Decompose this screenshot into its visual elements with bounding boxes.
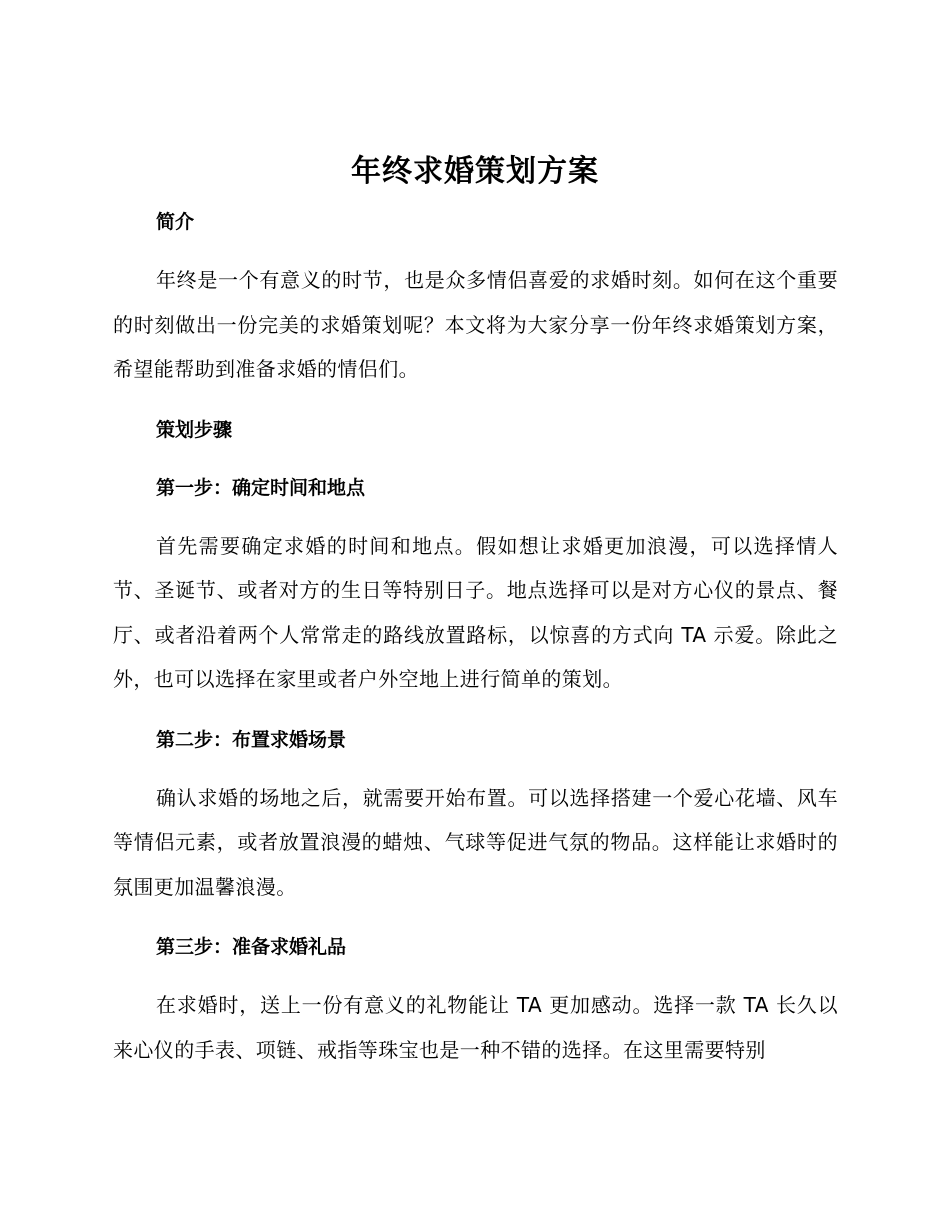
document-body [113, 200, 838, 1072]
document-title: 年终求婚策划方案 [351, 154, 599, 189]
section-heading-intro: 简介 [156, 211, 195, 233]
section-heading-step2: 第二步：布置求婚场景 [156, 728, 347, 751]
section-heading-step1: 第一步：确定时间和地点 [156, 476, 366, 499]
paragraph-intro: 年终是一个有意义的时节，也是众多情侣喜爱的求婚时刻。如何在这个重要的时刻做出一份完美的求婚策划呢？本文将为大家分享一份年终求婚策划方案，希望能帮助到准备求婚的情侣们。 [113, 268, 838, 381]
paragraph-step3: 在求婚时，送上一份有意义的礼物能让 TA 更加感动。选择一款 TA 长久以来心仪的手表、项链、戒指等珠宝也是一种不错的选择。在这里需要特别 [113, 993, 838, 1062]
section-heading-step3: 第三步：准备求婚礼品 [156, 936, 347, 958]
section-heading-steps: 策划步骤 [156, 418, 233, 441]
paragraph-step2: 确认求婚的场地之后，就需要开始布置。可以选择搭建一个爱心花墙、风车等情侣元素，或者放置浪漫的蜡烛、气球等促进气氛的物品。这样能让求婚时的氛围更加温馨浪漫。 [113, 785, 838, 899]
paragraph-step1: 首先需要确定求婚的时间和地点。假如想让求婚更加浪漫，可以选择情人节、圣诞节、或者对方的生日等特别日子。地点选择可以是对方心仪的景点、餐厅、或者沿着两个人常常走的路线放置路标，以惊喜的方式向 TA 示爱。除此之外，也可以选择在家里或者户外空地上进行简单的策划。 [113, 533, 838, 691]
